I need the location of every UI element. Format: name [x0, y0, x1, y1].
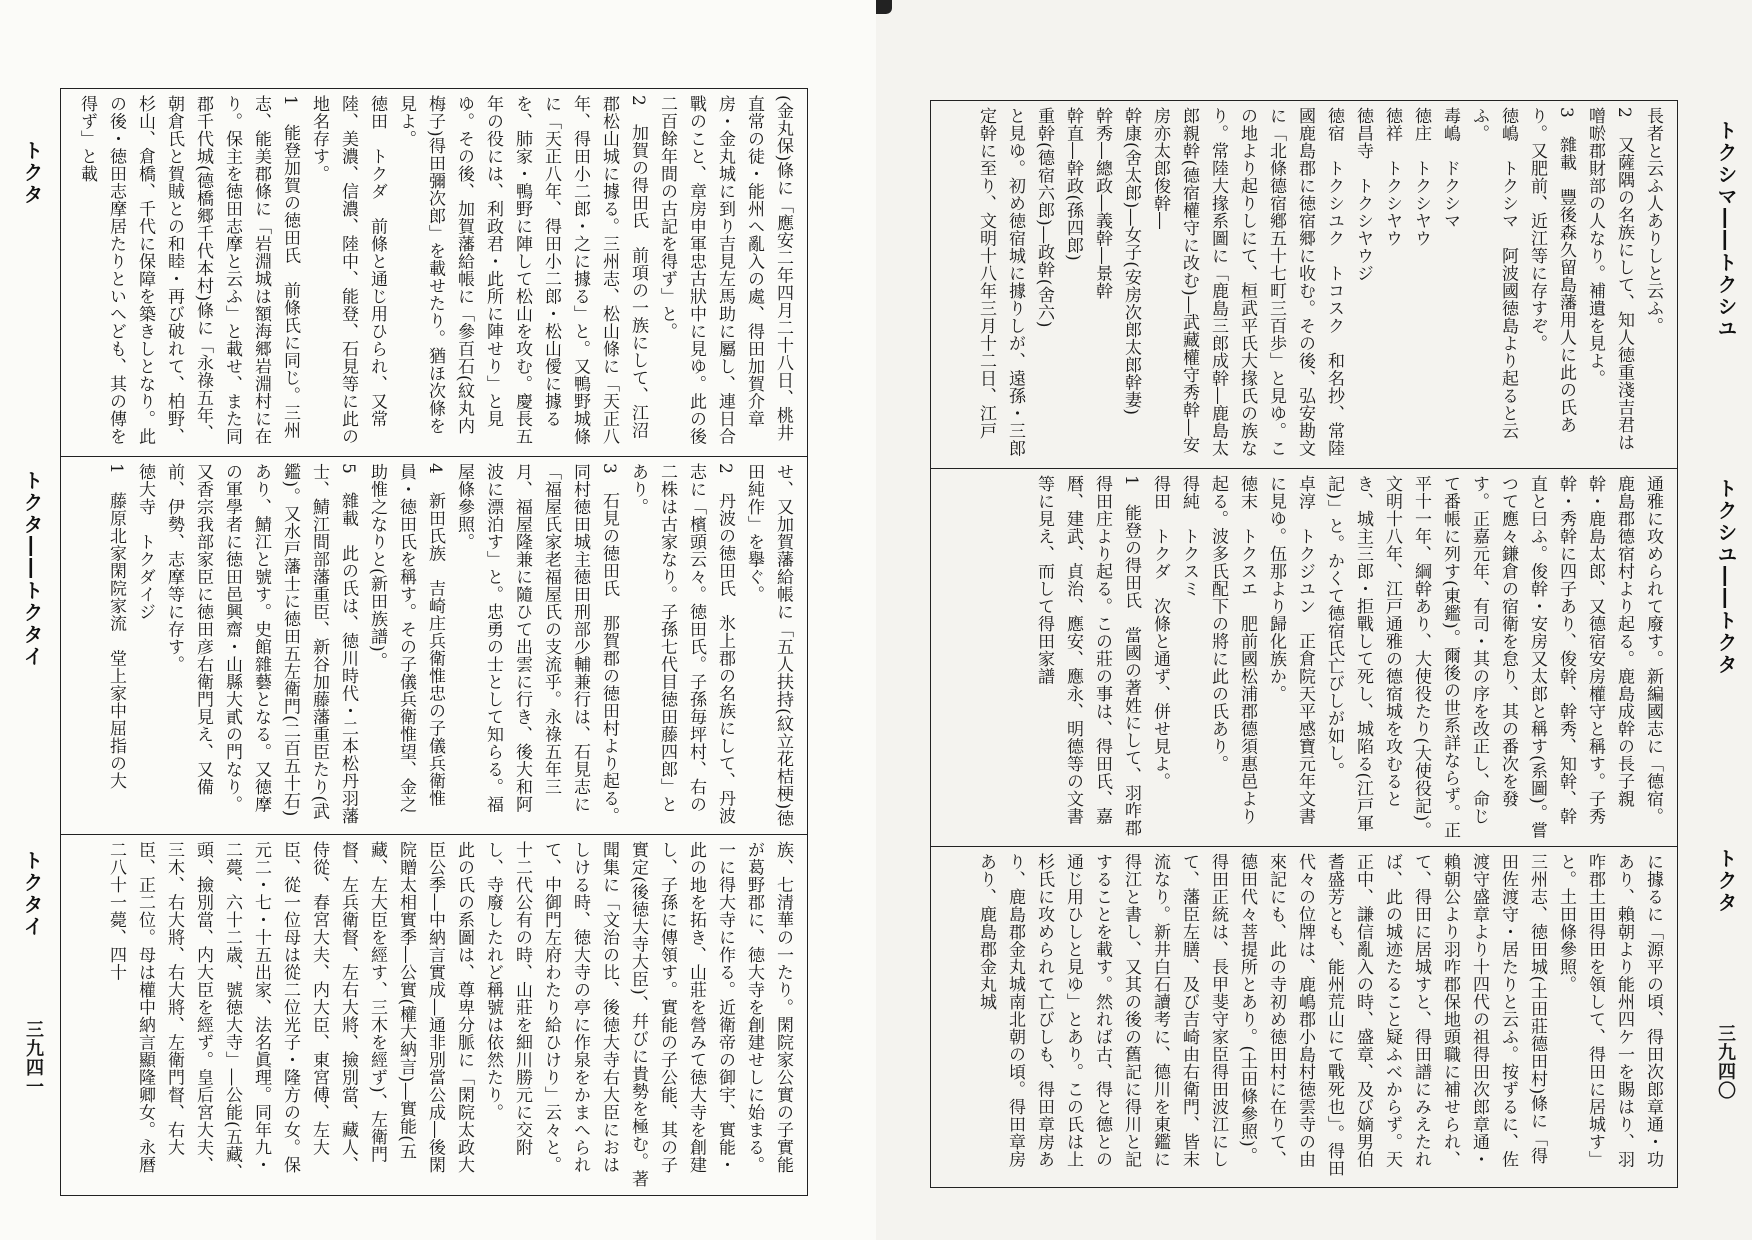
right-tier-top: [931, 101, 1677, 469]
left-text-frame: [60, 88, 808, 1196]
right-page-number: 三九四〇: [1715, 1024, 1736, 1100]
right-tier-middle-text: 通雅に攻められて廢す。新編國志に「德宿。鹿島郡德宿村より起る。鹿島成幹の長子親幹・鹿島太郎、又德宿安房權守と稱す。子秀幹・秀幹に四子あり、俊幹、幹秀、知幹、幹直と曰ふ。俊幹・安房又太郎と稱す(系圖)。嘗つて應々鎌倉の宿衛を怠り、其の番次を發す。正嘉元年、有司・其の序を改正し、命じて番帳に列す(東鑑)。爾後の世系詳ならず。正平十一年、綱幹あり、大使役たり(大使役記)。文明十八年、江戸通雅の德宿城を攻むるとき、城主三郎・拒戰して死し、城陷る(江戸軍記)」と。かくて德宿氏亡びしが如し。 卓淳 トクジユン 正倉院天平感寶元年文書に見ゆ。伍那より歸化族か。 徳末 トクスエ 肥前國松浦郡德須惠邑より起る。波多氏配下の將に此の氏あり。 得純 トクスミ 得田 トクダ 次條と通ず、併せ見よ。 1 能登の得田氏 當國の著姓にして、羽咋郡得田庄より起る。この莊の事は、得田氏、嘉暦、建武、貞治、應安、應永、明德等の文書等に見え、而して得田家譜: [1034, 475, 1663, 840]
left-tier-top-text: (金丸保)條に「應安二年四月二十八日、桃井直常の徒・能州へ亂入の處、得田加賀介章房・金丸城に到り吉見左馬助に屬し、連日合戰のこと、章房申軍忠古狀中に見ゆ。此の後二百餘年間の古記を得ず」と。 2 加賀の得田氏 前項の一族にして、江沼郡松山城に據る。三州志、松山條に「天正八年、得田小二郎・之に據る」と。又鴨野城條に「天正八年、得田小二郎・松山僾に據るを、肺家・鴨野に陣して松山を攻む。慶長五年の役には、利政君・此所に陣せり」と見ゆ。その後、加賀藩給帳に「參百石(紋丸内梅子)得田彌次郎」を載せたり。猶ほ次條を見よ。 徳田 トクダ 前條と通じ用ひられ、又常陸、美濃、信濃、陸中、能登、石見等に此の地名存す。 1 能登加賀の徳田氏 前條氏に同じ。三州志、能美郡條に「岩淵城は額海郷岩淵村に在り。保主を徳田志摩と云ふ」と載せ、また同郡千代城(德橋郷千代本村)條に「永祿五年、朝倉氏と賀賊との和睦・再び破れて、柏野、杉山、倉橋、千代に保障を築きしとなり。此の後・徳田志摩居たりといへども、其の傳を得ず」と載: [77, 95, 793, 445]
right-running-head-middle: トクシユ――トクタ: [1714, 478, 1738, 676]
right-running-head-top: トクシマ――トクシユ: [1714, 120, 1738, 340]
right-text-frame: [930, 100, 1678, 1188]
left-running-head-top: トクタ: [20, 140, 44, 206]
left-tier-middle-text: せ、又加賀藩給帳に「五人扶持(紋立花桔梗)徳田純作」を擧ぐ。 2 丹波の徳田氏 氷上郡の名族にして、丹波志に「檳頭云々。徳田氏。子孫毎坪村、右の二株は古家なり。子孫七代目徳田藤四郎」とあり。 3 石見の徳田氏 那賀郡の徳田村より起る。同村徳田城主徳田刑部少輔兼行は、石見志に「福屋氏家老福屋氏の支流乎。永祿五年三月、福屋隆兼に隨ひて出雲に行き、後大和阿波に漂泊す」と。忠勇の士として知らる。福屋條參照。 4 新田氏族 吉崎庄兵衛惟忠の子儀兵衛惟員・徳田氏を稱す。その子儀兵衛惟望、金之助惟之なりと(新田族譜)。 5 雜載 此の氏は、徳川時代・二本松丹羽藩士、鯖江間部藩重臣、新谷加藤藩重臣たり(武鑑)。又水戸藩士に徳田五左衛門(二百五十石)あり、鯖江と號す。史館雜藝となる。又徳摩の軍學者に徳田邑興齋・山縣大貳の門なり。又香宗我部家臣に徳田彦右衛門見え、又備前、伊勢、志摩等に存す。 徳大寺 トクダイジ 1 藤原北家閑院家流 堂上家中屈指の大: [106, 463, 793, 828]
left-tier-top: [61, 89, 807, 457]
left-tier-bottom: [61, 835, 807, 1195]
left-running-head-bottom: トクタイ: [20, 850, 44, 938]
left-page-number: 三九四一: [23, 1020, 44, 1096]
right-running-head-bottom: トクタ: [1714, 848, 1738, 914]
left-tier-bottom-text: 族、七清華の一たり。閑院家公實の子實能が葛野郡に、徳大寺を創建せしに始まる。一に得大寺に作る。近衛帝の御宇、實能・此の地を拓き、山莊を營みて徳大寺を創建し、子孫に傳領す。實能の子公能、其の子實定(後徳大寺大臣)、幷びに貴勢を極む。著聞集に「文治の比、後徳大寺右大臣におはしける時、徳大寺の亭に作泉をかまへられて、中御門左府わたり給ひけり」云々と。十二代公有の時、山莊を細川勝元に交附し、寺廢したれど稱號は依然たり。 此の氏の系圖は、尊卑分脈に「閑院太政大臣公季―中納言實成―通非別當公成―後閑院贈太相實季―公實(權大納言)―實能(五藏、左大臣を經す、三木を經ず)、左衛門督、左兵衛督、左右大將、撿別當、藏人、侍從、春宮大夫、内大臣、東宮傅、左大臣、從一位母は從二位光子・隆方の女。保元二・七・十五出家、法名眞理。同年九・二薨、六十二歳、號徳大寺」―公能(五藏、頭、撿別當、内大臣を經ず。皇后宮大夫、三木、右大將、右大將、左衛門督、右大臣、正二位。母は權中納言顯隆卿女。永曆二八十一薨、四十: [106, 841, 793, 1188]
left-tier-middle: [61, 457, 807, 835]
right-tier-middle: [931, 469, 1677, 847]
left-running-head-middle: トクタ――トクタイ: [20, 470, 44, 668]
right-tier-bottom-text: に據るに「源平の頃、得田次郎章通・功あり、賴朝より能州四ケ一を賜はり、羽咋郡土田得田を領して、得田に居城す」と。土田條參照。 三州志、徳田城(土田莊德田村)條に「得田佐渡守・居たりと云ふ。按ずるに、佐渡守盛章より十四代の祖得田次郎章通・賴朝公より羽咋郡保地頭職に補せられ、て、得田に居城すと、得田譜にみえたれば、此の城迹たること疑ふべからず。天正中、謙信亂入の時、盛章、及び嫡男伯耆盛芳とも、能州荒山にて戰死也」。得田代々の位牌は、鹿嶋郡小島村徳雲寺の由來記にも、此の寺初め徳田村に在りて、德田代々菩提所とあり。(土田條參照)。 得田正統は、長甲斐守家臣得田波江にして、藩臣左膳、及び吉崎由右衛門、皆末流なり。新井白石讀考に、德川を東鑑に得江と書し、又其の後の舊記に得川と記することを載す。然れば古、得と德との通じ用ひしと見ゆ」とあり。この氏は上杉氏に攻められて亡びしも、得田章房あり、鹿島郡金丸城南北朝の頃。得田章房あり、鹿島郡金丸城: [976, 853, 1663, 1177]
right-tier-top-text: 長者と云ふ人ありしと云ふ。 2 又薩隅の名族にして、知人徳重淺吉君は噌唹郡財部の人なり。補遺を見よ。 3 雜載 豐後森久留島藩用人に此の氏あり。又肥前、近江等に存すぞ。 徳嶋 トクシマ 阿波國徳島より起ると云ふ。 毒嶋 ドクシマ 徳庄 トクシヤウ 徳祥 トクシヤウ 徳昌寺 トクシヤウジ 徳宿 トクシユク トコスク 和名抄、常陸國鹿島郡に徳宿郷に收む。その後、弘安勘文に「北條德宿鄕五十七町三百歩」と見ゆ。この地より起りしにて、桓武平氏大掾氏の族なり。常陸大掾系圖に「鹿島三郎成幹―鹿島太郎親幹(德宿權守に改む)―武藏權守秀幹―安房亦太郎俊幹― 幹康(舍太郎)―女子(安房次郎太郎幹妻) 幹秀―總政―義幹―景幹 幹直―幹政(孫四郎) 重幹(德宿六郎)―政幹(舍六) と見ゆ。初め徳宿城に據りしが、遠孫・三郎定幹に至り、文明十八年三月十二日、江戸: [976, 107, 1663, 457]
right-tier-bottom: [931, 847, 1677, 1187]
